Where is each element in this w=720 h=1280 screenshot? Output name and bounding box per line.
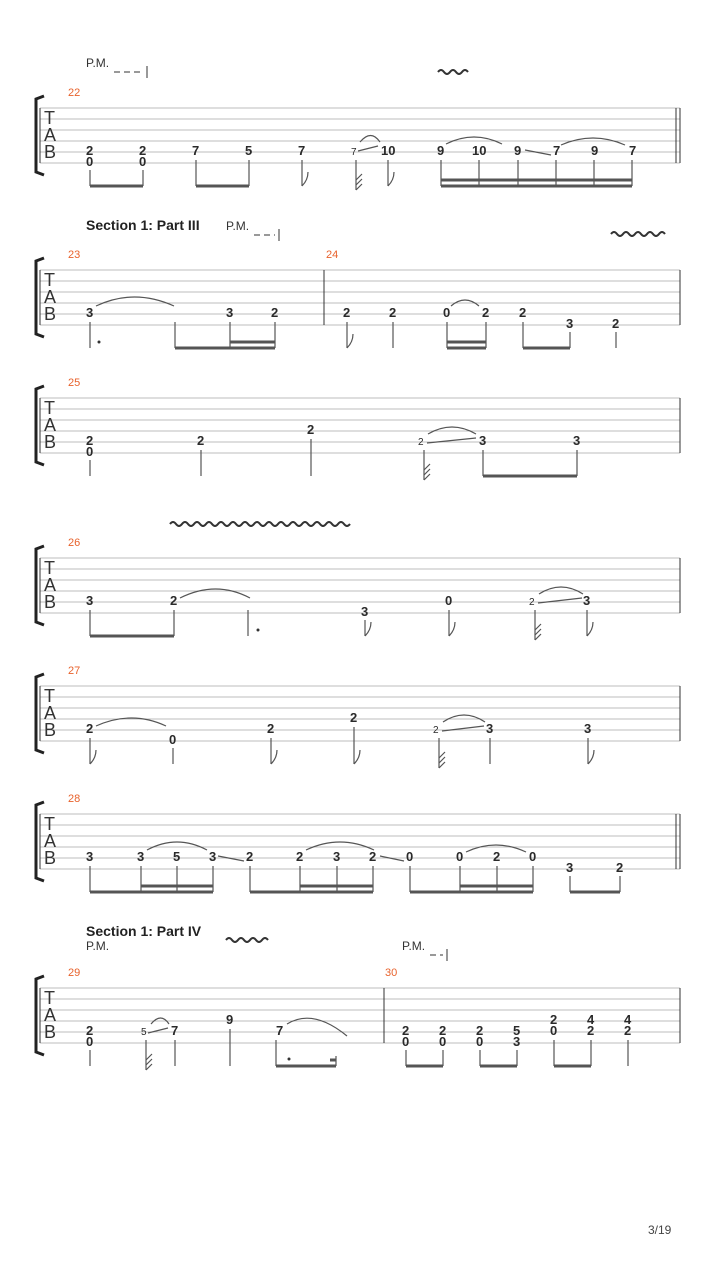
tab-staff bbox=[40, 398, 680, 453]
tab-letter-t: T bbox=[44, 988, 55, 1008]
section-heading: Section 1: Part IV bbox=[86, 923, 202, 939]
measure-number: 23 bbox=[68, 249, 81, 261]
grace-note: 7 bbox=[351, 147, 357, 158]
fret-number: 0 bbox=[529, 849, 537, 864]
fret-number: 7 bbox=[171, 1023, 179, 1038]
fret-number: 7 bbox=[629, 143, 637, 158]
fret-number: 0 bbox=[169, 732, 177, 747]
tab-letter-a: A bbox=[44, 831, 57, 851]
measure-number: 27 bbox=[68, 665, 81, 677]
tab-letter-b: B bbox=[44, 592, 57, 612]
tab-letter-t: T bbox=[44, 558, 55, 578]
fret-number: 2 bbox=[271, 305, 279, 320]
fret-number: 7 bbox=[298, 143, 306, 158]
tab-staff bbox=[40, 988, 680, 1043]
tab-letter-t: T bbox=[44, 398, 55, 418]
tab-letter-b: B bbox=[44, 1022, 57, 1042]
fret-number: 2 bbox=[493, 849, 501, 864]
tab-letter-a: A bbox=[44, 125, 57, 145]
fret-number: 3 bbox=[584, 721, 592, 736]
system-5 bbox=[36, 665, 680, 768]
tab-letter-t: T bbox=[44, 108, 55, 128]
system-2 bbox=[36, 217, 680, 348]
fret-number: 2 bbox=[624, 1023, 632, 1038]
vibrato-mark bbox=[170, 522, 350, 526]
fret-number: 2 bbox=[550, 1012, 558, 1027]
fret-number: 4 bbox=[624, 1012, 632, 1027]
measure-number: 28 bbox=[68, 793, 81, 805]
measure-number: 30 bbox=[385, 967, 398, 979]
tab-letter-b: B bbox=[44, 432, 57, 452]
fret-number: 7 bbox=[192, 143, 200, 158]
fret-number: 2 bbox=[402, 1023, 410, 1038]
measure-number: 25 bbox=[68, 377, 81, 389]
system-4 bbox=[36, 522, 680, 640]
grace-note: 5 bbox=[141, 1027, 147, 1038]
fret-number: 3 bbox=[513, 1034, 521, 1049]
palm-mute-label: P.M. bbox=[86, 56, 110, 70]
fret-number: 9 bbox=[226, 1012, 234, 1027]
measure-number: 26 bbox=[68, 537, 81, 549]
fret-number: 10 bbox=[472, 143, 487, 158]
fret-number: 5 bbox=[513, 1023, 521, 1038]
fret-number: 2 bbox=[86, 721, 94, 736]
fret-number: 3 bbox=[573, 433, 581, 448]
fret-number: 0 bbox=[139, 154, 147, 169]
grace-note: 2 bbox=[433, 725, 439, 736]
fret-number: 3 bbox=[226, 305, 234, 320]
palm-mute-label: P.M. bbox=[402, 939, 426, 953]
fret-number: 0 bbox=[86, 1034, 94, 1049]
tab-staff bbox=[40, 814, 680, 869]
fret-number: 2 bbox=[476, 1023, 484, 1038]
measure-23-24-rhythm bbox=[90, 297, 616, 348]
fret-number: 3 bbox=[86, 305, 94, 320]
fret-number: 2 bbox=[139, 143, 147, 158]
vibrato-mark bbox=[611, 232, 665, 236]
fret-number: 0 bbox=[402, 1034, 410, 1049]
fret-number: 3 bbox=[486, 721, 494, 736]
fret-number: 0 bbox=[443, 305, 451, 320]
fret-number: 5 bbox=[173, 849, 181, 864]
fret-number: 2 bbox=[246, 849, 254, 864]
fret-number: 2 bbox=[296, 849, 304, 864]
fret-number: 3 bbox=[479, 433, 487, 448]
fret-number: 0 bbox=[445, 593, 453, 608]
fret-number: 3 bbox=[137, 849, 145, 864]
grace-note: 2 bbox=[529, 597, 535, 608]
fret-number: 9 bbox=[437, 143, 445, 158]
fret-number: 2 bbox=[86, 143, 94, 158]
fret-number: 4 bbox=[587, 1012, 595, 1027]
fret-number: 0 bbox=[86, 444, 94, 459]
fret-number: 3 bbox=[86, 593, 94, 608]
fret-number: 10 bbox=[381, 143, 396, 158]
fret-number: 2 bbox=[616, 860, 624, 875]
measure-28-notes bbox=[86, 849, 623, 875]
fret-number: 0 bbox=[476, 1034, 484, 1049]
fret-number: 3 bbox=[86, 849, 94, 864]
tab-letter-t: T bbox=[44, 686, 55, 706]
measure-23-24-notes bbox=[86, 305, 619, 331]
fret-number: 2 bbox=[307, 422, 315, 437]
fret-number: 2 bbox=[197, 433, 205, 448]
fret-number: 2 bbox=[482, 305, 490, 320]
fret-number: 7 bbox=[276, 1023, 284, 1038]
fret-number: 2 bbox=[439, 1023, 447, 1038]
fret-number: 2 bbox=[86, 1023, 94, 1038]
palm-mute-label: P.M. bbox=[86, 939, 110, 953]
fret-number: 2 bbox=[343, 305, 351, 320]
measure-28-rhythm bbox=[90, 842, 620, 892]
tab-letter-a: A bbox=[44, 703, 57, 723]
fret-number: 9 bbox=[591, 143, 599, 158]
tab-letter-a: A bbox=[44, 287, 57, 307]
measure-22-notes bbox=[86, 143, 636, 169]
fret-number: 2 bbox=[267, 721, 275, 736]
fret-number: 3 bbox=[333, 849, 341, 864]
fret-number: 2 bbox=[587, 1023, 595, 1038]
page-number: 3/19 bbox=[648, 1223, 672, 1237]
fret-number: 3 bbox=[361, 604, 369, 619]
fret-number: 3 bbox=[583, 593, 591, 608]
tab-letter-b: B bbox=[44, 304, 57, 324]
measure-26-notes bbox=[86, 593, 590, 619]
fret-number: 3 bbox=[209, 849, 217, 864]
section-heading: Section 1: Part III bbox=[86, 217, 200, 233]
fret-number: 3 bbox=[566, 316, 574, 331]
fret-number: 5 bbox=[245, 143, 253, 158]
tab-letter-t: T bbox=[44, 270, 55, 290]
measure-number: 24 bbox=[326, 249, 339, 261]
grace-note: 2 bbox=[418, 437, 424, 448]
measure-number: 29 bbox=[68, 967, 81, 979]
fret-number: 7 bbox=[553, 143, 561, 158]
tab-letter-a: A bbox=[44, 575, 57, 595]
fret-number: 0 bbox=[439, 1034, 447, 1049]
tab-letter-b: B bbox=[44, 720, 57, 740]
fret-number: 9 bbox=[514, 143, 522, 158]
system-7 bbox=[36, 923, 680, 1070]
fret-number: 2 bbox=[389, 305, 397, 320]
fret-number: 0 bbox=[406, 849, 414, 864]
vibrato-mark bbox=[438, 70, 468, 74]
fret-number: 0 bbox=[86, 154, 94, 169]
tab-letter-a: A bbox=[44, 1005, 57, 1025]
measure-number: 22 bbox=[68, 87, 81, 99]
system-1 bbox=[36, 56, 680, 190]
fret-number: 2 bbox=[519, 305, 527, 320]
tab-letter-t: T bbox=[44, 814, 55, 834]
fret-number: 2 bbox=[350, 710, 358, 725]
vibrato-mark bbox=[226, 938, 268, 942]
fret-number: 2 bbox=[612, 316, 620, 331]
fret-number: 0 bbox=[550, 1023, 558, 1038]
palm-mute-label: P.M. bbox=[226, 219, 250, 233]
tab-letter-a: A bbox=[44, 415, 57, 435]
fret-number: 2 bbox=[86, 433, 94, 448]
tab-staff bbox=[40, 108, 680, 163]
tab-letter-b: B bbox=[44, 142, 57, 162]
system-3 bbox=[36, 377, 680, 480]
fret-number: 2 bbox=[170, 593, 178, 608]
fret-number: 2 bbox=[369, 849, 377, 864]
fret-number: 3 bbox=[566, 860, 574, 875]
system-6 bbox=[36, 793, 680, 892]
tab-letter-b: B bbox=[44, 848, 57, 868]
fret-number: 0 bbox=[456, 849, 464, 864]
